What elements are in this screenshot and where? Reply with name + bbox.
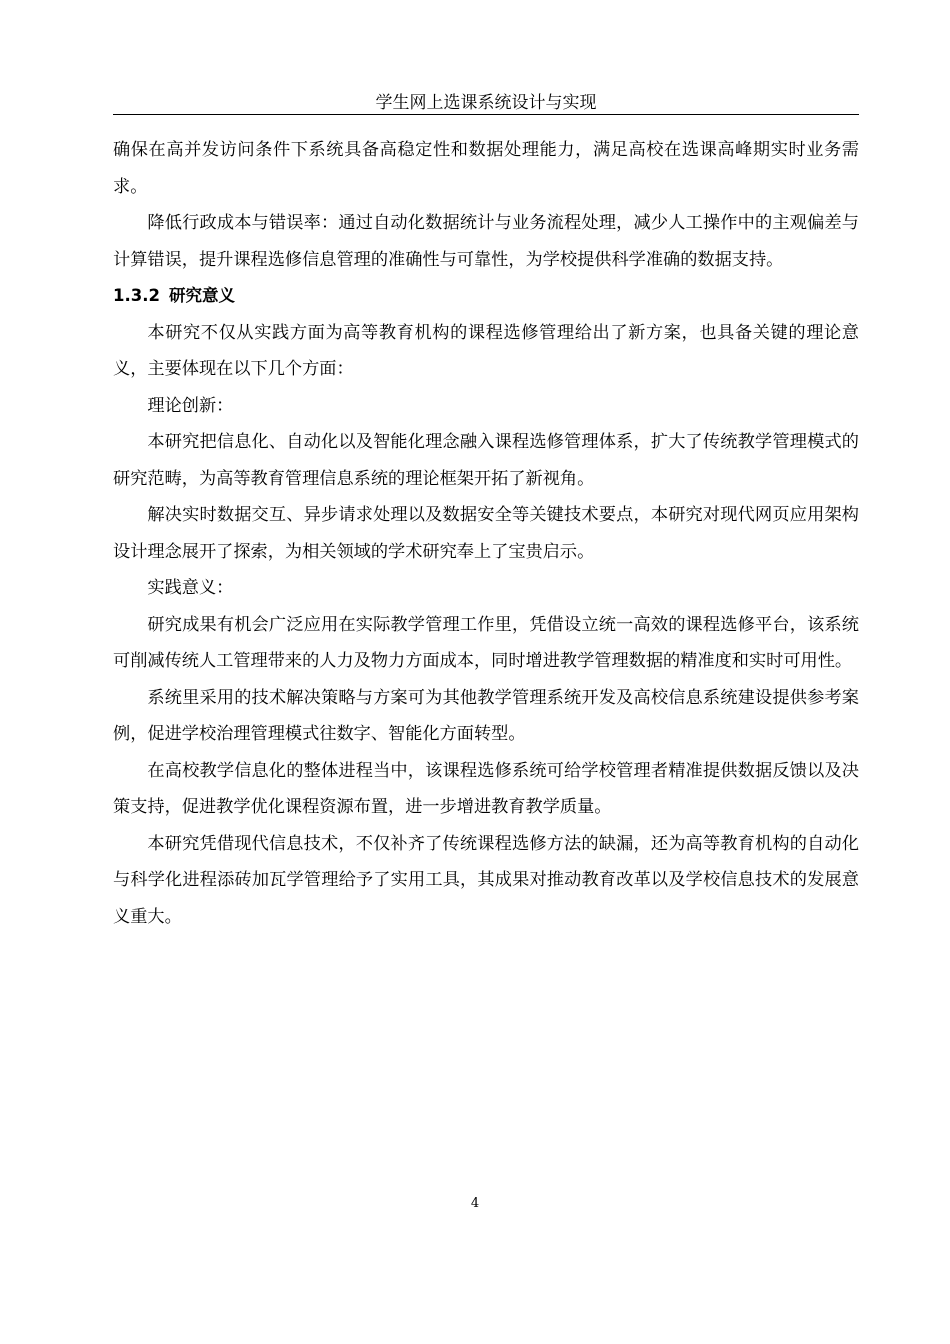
paragraph-practice-1: 研究成果有机会广泛应用在实际教学管理工作里，凭借设立统一高效的课程选修平台，该系统可削减传统人工管理带来的人力及物力方面成本，同时增进教学管理数据的精准度和实时可用性。 <box>113 614 859 671</box>
paragraph-practice-2: 系统里采用的技术解决策略与方案可为其他教学管理系统开发及高校信息系统建设提供参考案例，促进学校治理管理模式往数字、智能化方面转型。 <box>113 687 859 744</box>
paragraph-practice-label: 实践意义： <box>147 578 234 598</box>
paragraph-theory-label: 理论创新： <box>147 395 234 416</box>
section-title: 研究意义 <box>169 286 235 305</box>
header-divider <box>113 114 859 115</box>
paragraph-cost-reduction: 降低行政成本与错误率：通过自动化数据统计与业务流程处理，减少人工操作中的主观偏差与计算错误，提升课程选修信息管理的准确性与可靠性，为学校提供科学准确的数据支持。 <box>113 213 859 270</box>
paragraph-conclusion: 本研究凭借现代信息技术，不仅补齐了传统课程选修方法的缺漏，还为高等教育机构的自动化与科学化进程添砖加瓦学管理给予了实用工具，其成果对推动教育改革以及学校信息技术的发展意义重大。 <box>113 833 859 927</box>
paragraph-intro: 本研究不仅从实践方面为高等教育机构的课程选修管理给出了新方案，也具备关键的理论意义，主要体现在以下几个方面： <box>113 322 859 379</box>
paragraph-theory-1: 本研究把信息化、自动化以及智能化理念融入课程选修管理体系，扩大了传统教学管理模式的研究范畴，为高等教育管理信息系统的理论框架开拓了新视角。 <box>113 432 859 489</box>
section-heading <box>113 278 859 315</box>
page-number: 4 <box>470 1196 480 1211</box>
section-number: 1.3.2 <box>113 286 160 305</box>
paragraph-practice-3: 在高校教学信息化的整体进程当中，该课程选修系统可给学校管理者精准提供数据反馈以及决策支持，促进教学优化课程资源布置，进一步增进教育教学质量。 <box>113 760 859 817</box>
page-header-title: 学生网上选课系统设计与实现 <box>375 93 597 113</box>
document-body <box>113 132 859 935</box>
paragraph-continued: 确保在高并发访问条件下系统具备高稳定性和数据处理能力，满足高校在选课高峰期实时业务需求。 <box>113 140 859 197</box>
paragraph-theory-2: 解决实时数据交互、异步请求处理以及数据安全等关键技术要点，本研究对现代网页应用架构设计理念展开了探索，为相关领域的学术研究奉上了宝贵启示。 <box>113 505 859 562</box>
